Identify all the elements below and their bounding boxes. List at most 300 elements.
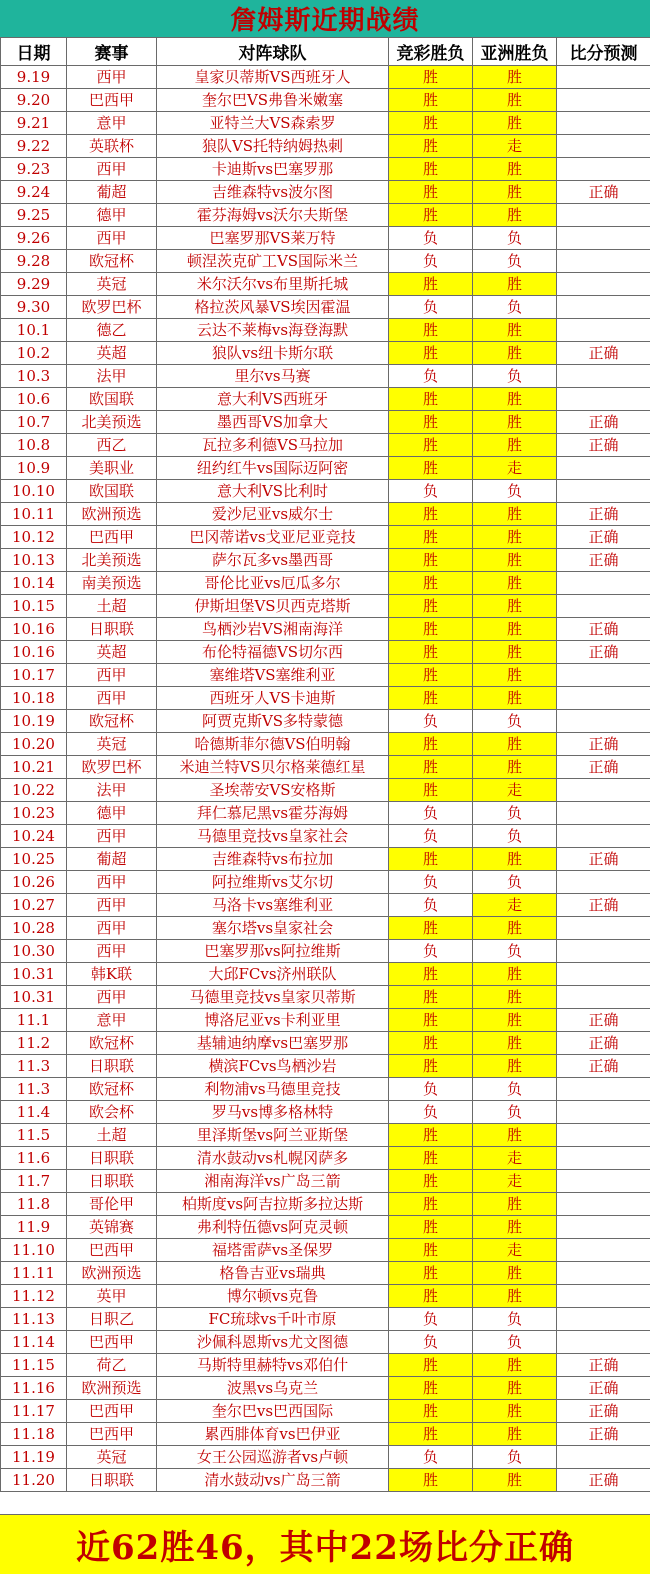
row-league: 法甲 <box>67 779 157 802</box>
table-row <box>1 825 650 848</box>
table-row <box>1 1170 650 1193</box>
row-date: 10.24 <box>1 825 67 848</box>
row-score-prediction <box>557 664 650 687</box>
row-match: 巴塞罗那VS莱万特 <box>157 227 389 250</box>
row-date: 9.28 <box>1 250 67 273</box>
row-asian-result: 胜 <box>473 986 557 1009</box>
row-jc-result: 胜 <box>389 963 473 986</box>
row-league: 日职联 <box>67 1055 157 1078</box>
row-league: 欧罗巴杯 <box>67 296 157 319</box>
row-score-prediction: 正确 <box>557 1354 650 1377</box>
row-match: 吉维森特vs波尔图 <box>157 181 389 204</box>
row-date: 10.18 <box>1 687 67 710</box>
row-score-prediction <box>557 1446 650 1469</box>
row-score-prediction: 正确 <box>557 503 650 526</box>
row-match: 基辅迪纳摩vs巴塞罗那 <box>157 1032 389 1055</box>
row-jc-result: 胜 <box>389 1124 473 1147</box>
row-date: 10.2 <box>1 342 67 365</box>
row-league: 西甲 <box>67 917 157 940</box>
summary-banner: 近62胜46，其中22场比分正确 <box>0 1514 650 1574</box>
row-score-prediction <box>557 1239 650 1262</box>
row-asian-result: 走 <box>473 1170 557 1193</box>
row-score-prediction: 正确 <box>557 342 650 365</box>
row-score-prediction <box>557 1331 650 1354</box>
row-date: 11.18 <box>1 1423 67 1446</box>
results-table <box>0 37 650 1492</box>
row-league: 西甲 <box>67 871 157 894</box>
row-score-prediction <box>557 319 650 342</box>
row-match: 米尔沃尔vs布里斯托城 <box>157 273 389 296</box>
row-score-prediction: 正确 <box>557 848 650 871</box>
row-asian-result: 负 <box>473 250 557 273</box>
row-score-prediction <box>557 112 650 135</box>
row-score-prediction <box>557 917 650 940</box>
row-date: 10.10 <box>1 480 67 503</box>
row-date: 11.8 <box>1 1193 67 1216</box>
table-row <box>1 112 650 135</box>
row-match: 马德里竞技vs皇家社会 <box>157 825 389 848</box>
row-asian-result: 胜 <box>473 89 557 112</box>
table-row <box>1 710 650 733</box>
row-league: 南美预选 <box>67 572 157 595</box>
row-asian-result: 胜 <box>473 848 557 871</box>
row-date: 11.3 <box>1 1055 67 1078</box>
row-date: 9.26 <box>1 227 67 250</box>
row-match: 哈德斯菲尔德VS伯明翰 <box>157 733 389 756</box>
row-match: 墨西哥VS加拿大 <box>157 411 389 434</box>
row-league: 哥伦甲 <box>67 1193 157 1216</box>
row-league: 巴西甲 <box>67 1400 157 1423</box>
row-score-prediction <box>557 388 650 411</box>
row-jc-result: 胜 <box>389 595 473 618</box>
row-date: 10.28 <box>1 917 67 940</box>
row-date: 10.12 <box>1 526 67 549</box>
row-match: 意大利VS比利时 <box>157 480 389 503</box>
row-date: 10.13 <box>1 549 67 572</box>
table-row <box>1 1446 650 1469</box>
row-score-prediction: 正确 <box>557 894 650 917</box>
table-row <box>1 250 650 273</box>
row-asian-result: 胜 <box>473 342 557 365</box>
row-date: 10.26 <box>1 871 67 894</box>
row-match: 鸟栖沙岩VS湘南海洋 <box>157 618 389 641</box>
table-row <box>1 1101 650 1124</box>
row-league: 欧冠杯 <box>67 250 157 273</box>
row-score-prediction <box>557 779 650 802</box>
row-asian-result: 负 <box>473 1101 557 1124</box>
row-match: 米迪兰特VS贝尔格莱德红星 <box>157 756 389 779</box>
row-match: 博尔顿vs克鲁 <box>157 1285 389 1308</box>
row-asian-result: 胜 <box>473 204 557 227</box>
row-match: 爱沙尼亚vs威尔士 <box>157 503 389 526</box>
row-score-prediction <box>557 963 650 986</box>
row-league: 巴西甲 <box>67 89 157 112</box>
row-match: 里尔vs马赛 <box>157 365 389 388</box>
table-row <box>1 549 650 572</box>
row-score-prediction: 正确 <box>557 1009 650 1032</box>
row-jc-result: 胜 <box>389 204 473 227</box>
table-row <box>1 480 650 503</box>
row-jc-result: 胜 <box>389 549 473 572</box>
row-date: 10.27 <box>1 894 67 917</box>
row-jc-result: 负 <box>389 365 473 388</box>
row-date: 11.16 <box>1 1377 67 1400</box>
row-match: 横滨FCvs鸟栖沙岩 <box>157 1055 389 1078</box>
row-jc-result: 胜 <box>389 1400 473 1423</box>
row-score-prediction <box>557 273 650 296</box>
table-row <box>1 687 650 710</box>
row-league: 美职业 <box>67 457 157 480</box>
row-league: 欧冠杯 <box>67 710 157 733</box>
row-jc-result: 胜 <box>389 1285 473 1308</box>
table-row <box>1 802 650 825</box>
page-title: 詹姆斯近期战绩 <box>0 0 650 38</box>
table-row <box>1 917 650 940</box>
row-league: 北美预选 <box>67 411 157 434</box>
row-asian-result: 胜 <box>473 1423 557 1446</box>
row-jc-result: 负 <box>389 894 473 917</box>
row-score-prediction <box>557 135 650 158</box>
row-match: 阿贾克斯VS多特蒙德 <box>157 710 389 733</box>
table-row <box>1 1147 650 1170</box>
row-match: 伊斯坦堡VS贝西克塔斯 <box>157 595 389 618</box>
row-asian-result: 负 <box>473 710 557 733</box>
table-row <box>1 158 650 181</box>
row-date: 10.3 <box>1 365 67 388</box>
row-asian-result: 胜 <box>473 319 557 342</box>
row-asian-result: 胜 <box>473 158 557 181</box>
row-score-prediction <box>557 1078 650 1101</box>
row-score-prediction: 正确 <box>557 549 650 572</box>
row-date: 10.15 <box>1 595 67 618</box>
row-score-prediction <box>557 1147 650 1170</box>
table-row <box>1 963 650 986</box>
row-match: 拜仁慕尼黑vs霍芬海姆 <box>157 802 389 825</box>
row-league: 欧会杯 <box>67 1101 157 1124</box>
row-match: 清水鼓动vs札幌冈萨多 <box>157 1147 389 1170</box>
table-row <box>1 503 650 526</box>
row-score-prediction <box>557 227 650 250</box>
row-league: 英冠 <box>67 273 157 296</box>
row-league: 韩K联 <box>67 963 157 986</box>
row-jc-result: 胜 <box>389 1469 473 1492</box>
table-row <box>1 986 650 1009</box>
row-asian-result: 胜 <box>473 526 557 549</box>
row-score-prediction <box>557 457 650 480</box>
row-jc-result: 负 <box>389 1078 473 1101</box>
row-jc-result: 胜 <box>389 411 473 434</box>
row-date: 10.16 <box>1 618 67 641</box>
row-jc-result: 胜 <box>389 687 473 710</box>
row-match: 狼队VS托特纳姆热刺 <box>157 135 389 158</box>
row-league: 西甲 <box>67 687 157 710</box>
row-jc-result: 胜 <box>389 342 473 365</box>
table-row <box>1 411 650 434</box>
table-row <box>1 1377 650 1400</box>
row-jc-result: 负 <box>389 227 473 250</box>
row-asian-result: 走 <box>473 135 557 158</box>
row-asian-result: 胜 <box>473 1285 557 1308</box>
table-row <box>1 342 650 365</box>
row-jc-result: 胜 <box>389 1055 473 1078</box>
row-match: 布伦特福德VS切尔西 <box>157 641 389 664</box>
row-league: 西甲 <box>67 940 157 963</box>
row-score-prediction <box>557 1262 650 1285</box>
row-match: 奎尔巴VS弗鲁米嫩塞 <box>157 89 389 112</box>
results-body <box>1 66 650 1492</box>
row-league: 西甲 <box>67 158 157 181</box>
row-match: 云达不莱梅vs海登海默 <box>157 319 389 342</box>
row-jc-result: 胜 <box>389 1009 473 1032</box>
row-match: 哥伦比亚vs厄瓜多尔 <box>157 572 389 595</box>
row-match: 沙佩科恩斯vs尤文图德 <box>157 1331 389 1354</box>
row-score-prediction <box>557 1101 650 1124</box>
table-row <box>1 733 650 756</box>
row-asian-result: 负 <box>473 825 557 848</box>
table-row <box>1 1009 650 1032</box>
row-date: 10.7 <box>1 411 67 434</box>
col-header-date: 日期 <box>1 38 67 66</box>
row-jc-result: 胜 <box>389 1262 473 1285</box>
row-league: 英甲 <box>67 1285 157 1308</box>
row-league: 葡超 <box>67 848 157 871</box>
row-league: 日职联 <box>67 1469 157 1492</box>
row-asian-result: 胜 <box>473 411 557 434</box>
row-date: 10.31 <box>1 986 67 1009</box>
table-row <box>1 1423 650 1446</box>
header-row <box>1 38 650 66</box>
row-jc-result: 胜 <box>389 434 473 457</box>
row-date: 10.8 <box>1 434 67 457</box>
row-date: 11.20 <box>1 1469 67 1492</box>
row-asian-result: 胜 <box>473 503 557 526</box>
row-asian-result: 胜 <box>473 664 557 687</box>
row-score-prediction <box>557 89 650 112</box>
row-score-prediction: 正确 <box>557 1377 650 1400</box>
row-asian-result: 胜 <box>473 1377 557 1400</box>
row-date: 11.6 <box>1 1147 67 1170</box>
row-asian-result: 负 <box>473 802 557 825</box>
row-league: 土超 <box>67 595 157 618</box>
table-row <box>1 296 650 319</box>
row-league: 巴西甲 <box>67 1331 157 1354</box>
row-asian-result: 走 <box>473 1239 557 1262</box>
row-league: 欧洲预选 <box>67 503 157 526</box>
row-league: 德乙 <box>67 319 157 342</box>
row-match: 圣埃蒂安VS安格斯 <box>157 779 389 802</box>
row-jc-result: 胜 <box>389 526 473 549</box>
row-date: 11.9 <box>1 1216 67 1239</box>
row-league: 欧冠杯 <box>67 1078 157 1101</box>
col-header-match: 对阵球队 <box>157 38 389 66</box>
row-date: 10.19 <box>1 710 67 733</box>
row-match: 马斯特里赫特vs邓伯什 <box>157 1354 389 1377</box>
row-jc-result: 胜 <box>389 181 473 204</box>
row-league: 英超 <box>67 342 157 365</box>
row-asian-result: 胜 <box>473 1124 557 1147</box>
row-date: 10.9 <box>1 457 67 480</box>
table-row <box>1 756 650 779</box>
row-league: 日职联 <box>67 1170 157 1193</box>
row-match: 塞维塔VS塞维利亚 <box>157 664 389 687</box>
row-jc-result: 胜 <box>389 1193 473 1216</box>
row-date: 10.16 <box>1 641 67 664</box>
row-asian-result: 胜 <box>473 181 557 204</box>
table-row <box>1 595 650 618</box>
row-asian-result: 胜 <box>473 549 557 572</box>
row-asian-result: 胜 <box>473 1193 557 1216</box>
table-row <box>1 664 650 687</box>
row-jc-result: 胜 <box>389 779 473 802</box>
row-league: 日职联 <box>67 1147 157 1170</box>
table-row <box>1 1078 650 1101</box>
row-jc-result: 胜 <box>389 756 473 779</box>
row-asian-result: 胜 <box>473 1009 557 1032</box>
row-match: 阿拉维斯vs艾尔切 <box>157 871 389 894</box>
row-league: 英锦赛 <box>67 1216 157 1239</box>
row-league: 西乙 <box>67 434 157 457</box>
row-league: 法甲 <box>67 365 157 388</box>
row-match: 女王公园巡游者vs卢顿 <box>157 1446 389 1469</box>
row-score-prediction <box>557 1308 650 1331</box>
table-row <box>1 457 650 480</box>
table-row <box>1 434 650 457</box>
row-match: 马洛卡vs塞维利亚 <box>157 894 389 917</box>
row-jc-result: 胜 <box>389 917 473 940</box>
row-score-prediction <box>557 250 650 273</box>
row-score-prediction <box>557 66 650 89</box>
row-match: 亚特兰大VS森索罗 <box>157 112 389 135</box>
col-header-asian-result: 亚洲胜负 <box>473 38 557 66</box>
row-league: 西甲 <box>67 986 157 1009</box>
row-match: 吉维森特vs布拉加 <box>157 848 389 871</box>
row-jc-result: 胜 <box>389 641 473 664</box>
row-match: 马德里竞技vs皇家贝蒂斯 <box>157 986 389 1009</box>
table-row <box>1 572 650 595</box>
table-row <box>1 1216 650 1239</box>
row-asian-result: 胜 <box>473 572 557 595</box>
row-score-prediction: 正确 <box>557 1400 650 1423</box>
row-match: 博洛尼亚vs卡利亚里 <box>157 1009 389 1032</box>
row-jc-result: 胜 <box>389 457 473 480</box>
row-league: 欧洲预选 <box>67 1377 157 1400</box>
row-league: 欧冠杯 <box>67 1032 157 1055</box>
row-league: 欧洲预选 <box>67 1262 157 1285</box>
row-league: 葡超 <box>67 181 157 204</box>
row-jc-result: 胜 <box>389 158 473 181</box>
row-date: 9.25 <box>1 204 67 227</box>
table-row <box>1 940 650 963</box>
row-asian-result: 负 <box>473 365 557 388</box>
row-date: 11.4 <box>1 1101 67 1124</box>
row-date: 11.12 <box>1 1285 67 1308</box>
row-league: 英冠 <box>67 733 157 756</box>
row-date: 11.17 <box>1 1400 67 1423</box>
row-jc-result: 胜 <box>389 848 473 871</box>
row-match: 巴塞罗那vs阿拉维斯 <box>157 940 389 963</box>
row-match: 波黑vs乌克兰 <box>157 1377 389 1400</box>
row-asian-result: 胜 <box>473 733 557 756</box>
row-jc-result: 负 <box>389 1101 473 1124</box>
row-score-prediction: 正确 <box>557 526 650 549</box>
table-row <box>1 618 650 641</box>
row-match: 瓦拉多利德VS马拉加 <box>157 434 389 457</box>
row-jc-result: 胜 <box>389 1216 473 1239</box>
row-jc-result: 胜 <box>389 1032 473 1055</box>
row-asian-result: 胜 <box>473 1262 557 1285</box>
row-jc-result: 负 <box>389 710 473 733</box>
row-asian-result: 负 <box>473 296 557 319</box>
row-date: 11.5 <box>1 1124 67 1147</box>
row-score-prediction <box>557 1124 650 1147</box>
row-jc-result: 负 <box>389 1308 473 1331</box>
row-match: 奎尔巴vs巴西国际 <box>157 1400 389 1423</box>
row-asian-result: 胜 <box>473 1469 557 1492</box>
row-score-prediction: 正确 <box>557 1423 650 1446</box>
table-row <box>1 365 650 388</box>
row-match: 大邱FCvs济州联队 <box>157 963 389 986</box>
row-score-prediction <box>557 940 650 963</box>
col-header-score-prediction: 比分预测 <box>557 38 650 66</box>
row-asian-result: 胜 <box>473 1354 557 1377</box>
row-match: 西班牙人VS卡迪斯 <box>157 687 389 710</box>
row-match: 格鲁吉亚vs瑞典 <box>157 1262 389 1285</box>
row-score-prediction <box>557 365 650 388</box>
row-score-prediction <box>557 986 650 1009</box>
row-date: 9.22 <box>1 135 67 158</box>
row-match: 纽约红牛vs国际迈阿密 <box>157 457 389 480</box>
row-league: 日职乙 <box>67 1308 157 1331</box>
table-row <box>1 1262 650 1285</box>
row-match: 累西腓体育vs巴伊亚 <box>157 1423 389 1446</box>
row-league: 西甲 <box>67 664 157 687</box>
row-date: 9.30 <box>1 296 67 319</box>
table-row <box>1 848 650 871</box>
row-asian-result: 负 <box>473 227 557 250</box>
row-asian-result: 胜 <box>473 917 557 940</box>
row-jc-result: 胜 <box>389 135 473 158</box>
row-jc-result: 胜 <box>389 319 473 342</box>
row-score-prediction <box>557 1193 650 1216</box>
row-match: 顿涅茨克矿工VS国际米兰 <box>157 250 389 273</box>
table-row <box>1 641 650 664</box>
row-asian-result: 胜 <box>473 66 557 89</box>
row-asian-result: 胜 <box>473 618 557 641</box>
row-date: 10.14 <box>1 572 67 595</box>
row-asian-result: 走 <box>473 457 557 480</box>
row-league: 西甲 <box>67 66 157 89</box>
row-asian-result: 胜 <box>473 273 557 296</box>
table-row <box>1 871 650 894</box>
row-match: 柏斯度vs阿吉拉斯多拉达斯 <box>157 1193 389 1216</box>
row-jc-result: 负 <box>389 1446 473 1469</box>
row-score-prediction: 正确 <box>557 1469 650 1492</box>
row-jc-result: 负 <box>389 296 473 319</box>
row-jc-result: 负 <box>389 940 473 963</box>
row-match: 里泽斯堡vs阿兰亚斯堡 <box>157 1124 389 1147</box>
row-score-prediction <box>557 480 650 503</box>
row-jc-result: 胜 <box>389 388 473 411</box>
row-score-prediction <box>557 1216 650 1239</box>
row-asian-result: 负 <box>473 1078 557 1101</box>
row-date: 10.31 <box>1 963 67 986</box>
row-score-prediction <box>557 871 650 894</box>
row-match: 皇家贝蒂斯VS西班牙人 <box>157 66 389 89</box>
row-match: 清水鼓动vs广岛三箭 <box>157 1469 389 1492</box>
table-row <box>1 66 650 89</box>
row-league: 欧罗巴杯 <box>67 756 157 779</box>
table-row <box>1 894 650 917</box>
